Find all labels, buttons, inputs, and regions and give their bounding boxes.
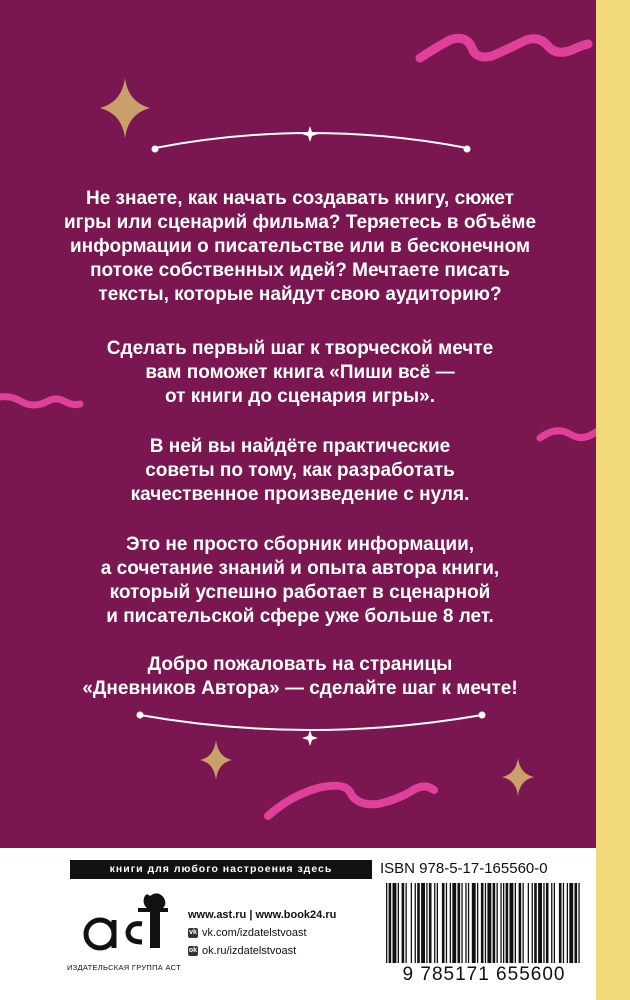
paragraph-first-step: Сделать первый шаг к творческой мечте вам поможет книга «Пиши всё — от книги до сценария игры». (106, 338, 494, 407)
social-link-vk[interactable] (188, 924, 336, 942)
small-star-icon (302, 730, 318, 746)
star-icon (100, 78, 150, 138)
dot (479, 712, 486, 719)
barcode-digits: 9 785171 655600 (402, 964, 566, 985)
small-star-icon (302, 126, 318, 142)
barcode (378, 881, 590, 965)
paragraph-welcome: Добро пожаловать на страницы «Дневников Автора» — сделайте шаг к мечте! (82, 654, 518, 699)
dot (464, 146, 471, 153)
websites-link[interactable]: www.ast.ru | www.book24.ru (188, 909, 337, 921)
footer (0, 848, 596, 1000)
social-link-text[interactable]: ok.ru/izdatelstvoast (202, 945, 297, 957)
paragraph-advice: В ней вы найдёте практические советы по тому, как разработать качественное произведение с нуля. (130, 436, 470, 505)
social-link-ok[interactable] (188, 942, 336, 960)
paragraph-author: Это не просто сборник информации, а сочетание знаний и опыта автора книги, который успешно работает в сценарной и писательской сфере уже больше 8 лет. (100, 534, 500, 627)
tagline: книги для любого настроения здесь (70, 860, 372, 879)
social-link-text[interactable]: vk.com/izdatelstvoast (202, 927, 307, 939)
paragraph-intro: Не знаете, как начать создавать книгу, сюжет игры или сценарий фильма? Теряетесь в объёме информации о писательстве или в бесконечном потоке собственных идей? Мечтаете писать тексты, которые найдут свою аудиторию? (63, 188, 537, 305)
publisher-links (188, 906, 336, 960)
websites-row[interactable] (188, 906, 336, 924)
isbn-number: ISBN 978-5-17-165560-0 (380, 860, 548, 877)
arc-divider (140, 715, 482, 730)
ok-icon: ok (188, 947, 198, 954)
vk-icon: vk (189, 929, 197, 936)
logo-lettering: аст (122, 958, 124, 959)
squiggle-icon (268, 786, 434, 816)
squiggle-icon (420, 38, 588, 58)
spine-strip (596, 0, 630, 1000)
star-icon (502, 758, 534, 796)
publisher-logo (78, 888, 168, 960)
star-icon (200, 740, 232, 780)
dot (137, 712, 144, 719)
publisher-caption: ИЗДАТЕЛЬСКАЯ ГРУППА АСТ (67, 963, 181, 972)
dot (152, 146, 159, 153)
